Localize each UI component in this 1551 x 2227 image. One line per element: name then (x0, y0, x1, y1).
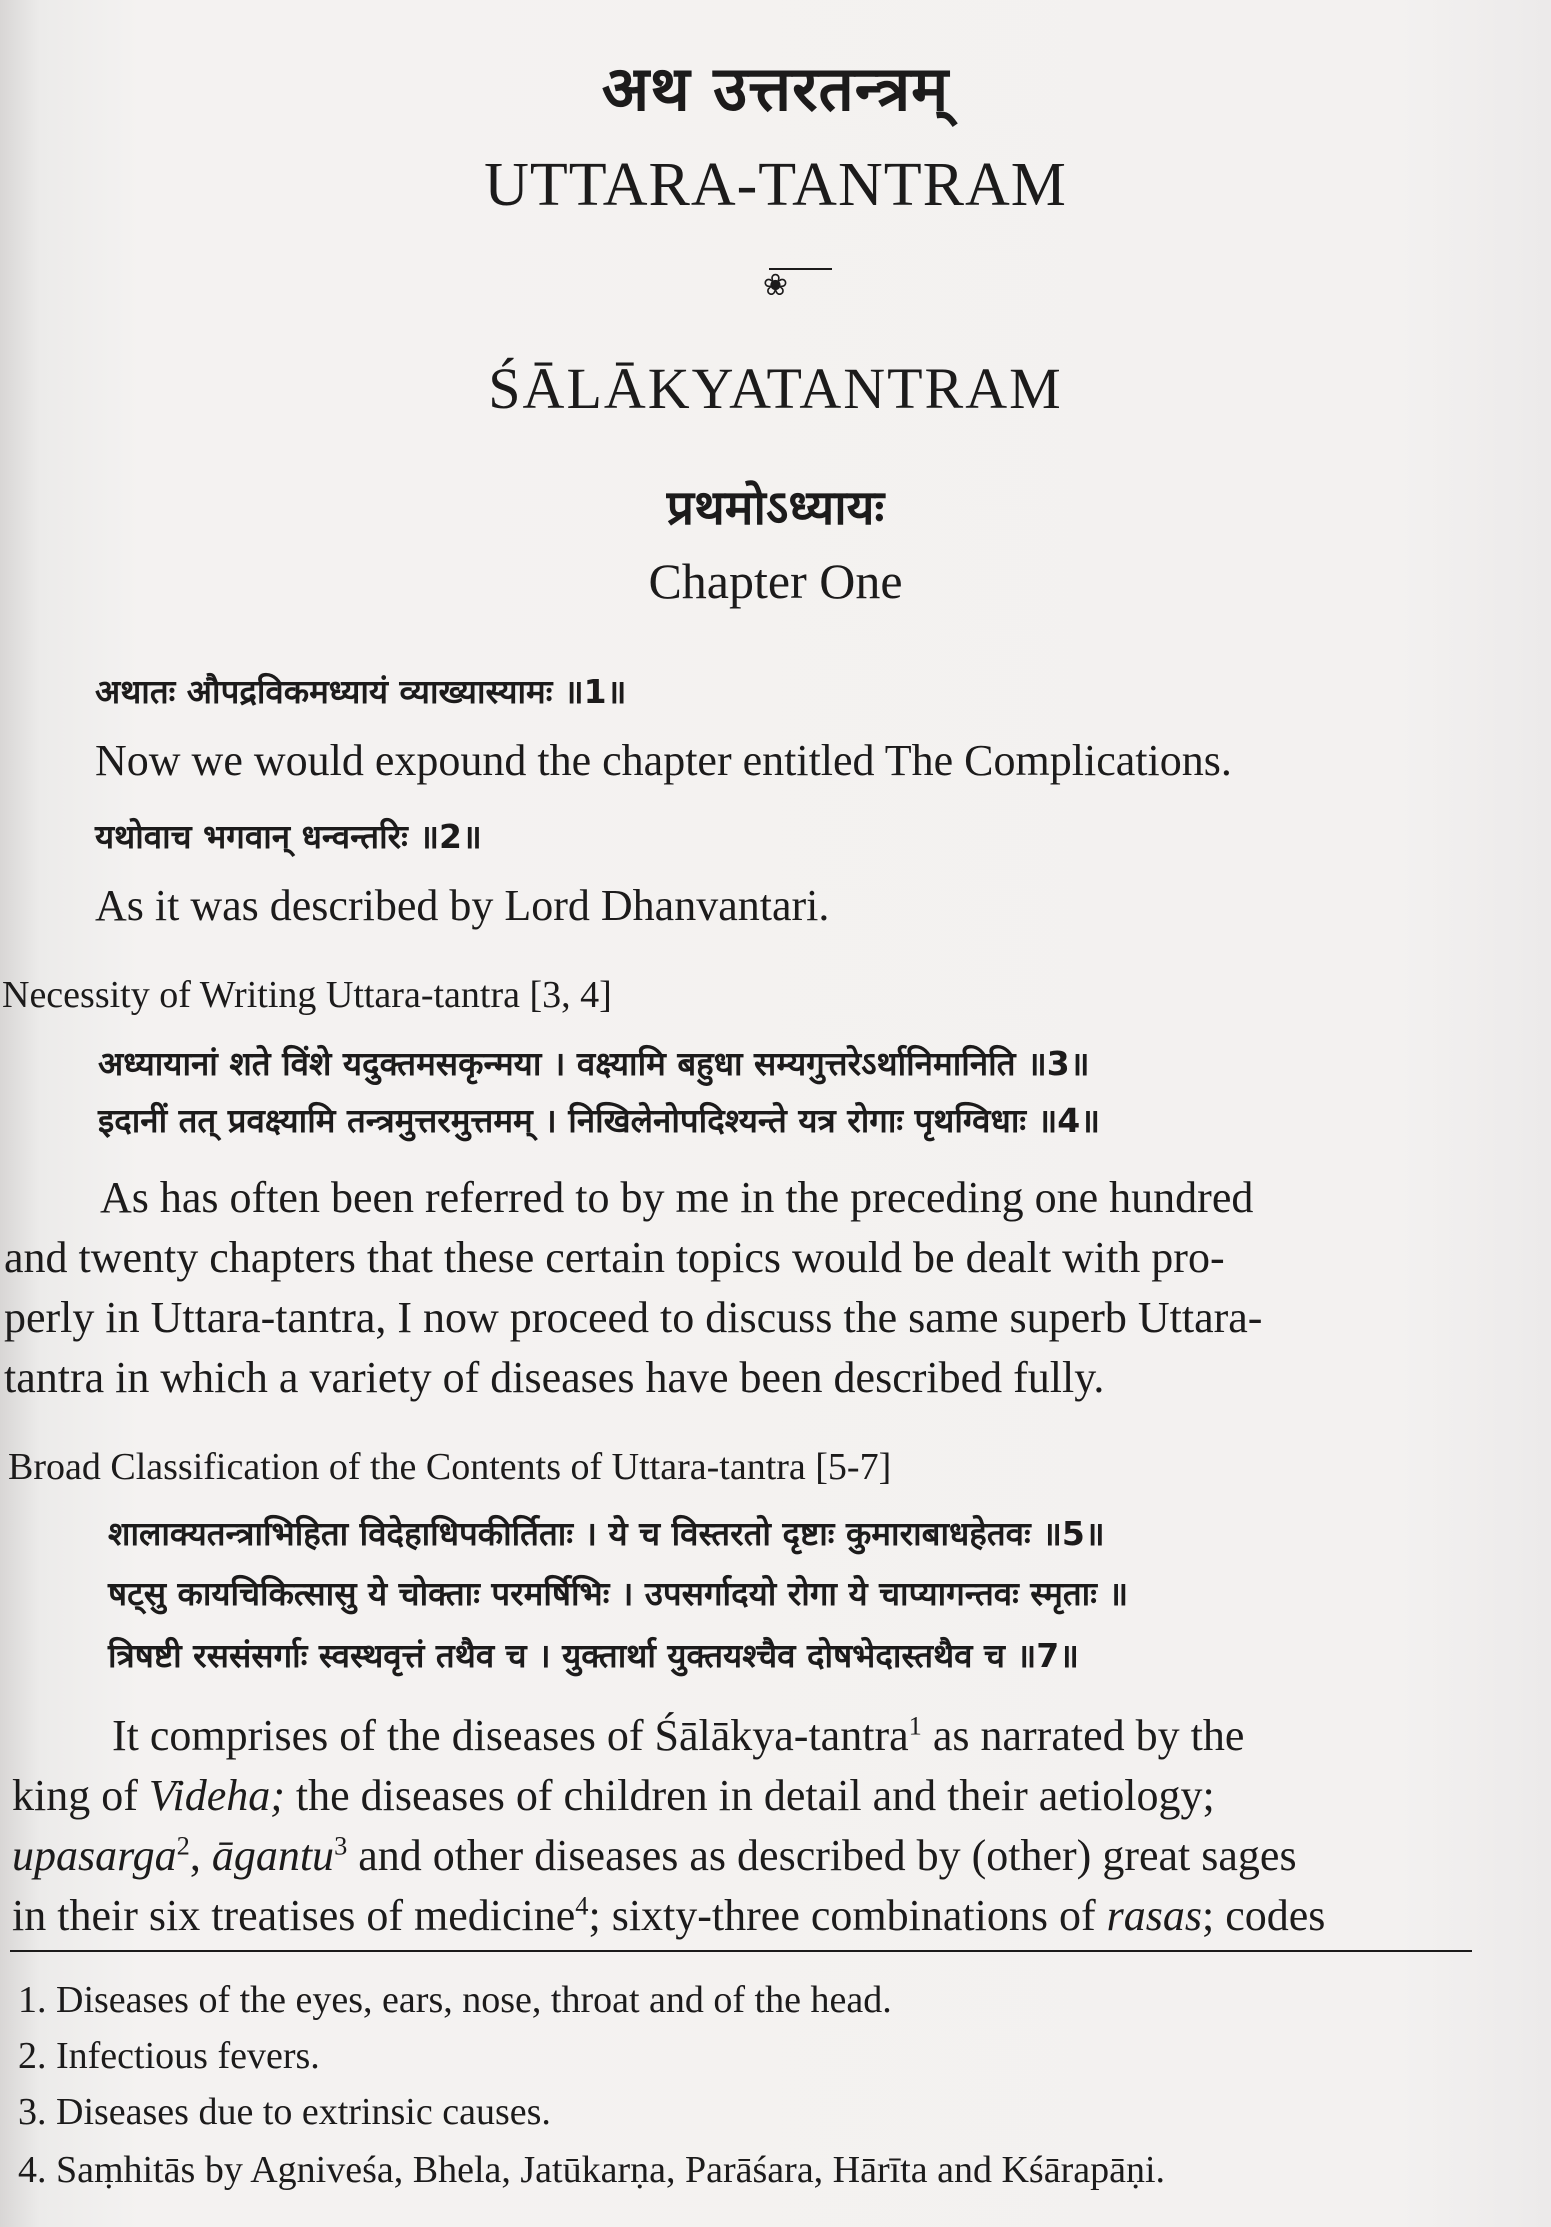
footnote-ref: 4 (575, 1890, 589, 1921)
verse-2: यथोवाच भगवान् धन्वन्तरिः ॥2॥ (95, 817, 482, 856)
footnote-ref: 1 (908, 1710, 922, 1741)
ornament (0, 268, 1551, 303)
title-english: UTTARA-TANTRAM (484, 151, 1067, 219)
paragraph-line: tantra in which a variety of diseases have been described fully. (4, 1353, 1105, 1402)
verse-4: इदानीं तत् प्रवक्ष्यामि तन्त्रमुत्तरमुत्तमम् । निखिलेनोपदिश्यन्ते यत्र रोगाः पृथग्विधाः ॥4॥ (98, 1101, 1101, 1140)
footnote-divider (10, 1950, 1472, 1952)
verse-5: शालाक्यतन्त्राभिहिता विदेहाधिपकीर्तिताः । ये च विस्तरतो दृष्टाः कुमाराबाधहेतवः ॥5॥ (108, 1514, 1105, 1553)
text-run: as narrated by the (921, 1711, 1245, 1760)
verse-3: अध्यायानां शते विंशे यदुक्तमसकृन्मया । वक्ष्यामि बहुधा सम्यगुत्तरेऽर्थानिमानिति ॥3॥ (98, 1044, 1090, 1083)
paragraph-line: and twenty chapters that these certain topics would be dealt with pro- (4, 1233, 1225, 1282)
text-run: It comprises of the diseases of Śālākya-tantra (112, 1711, 909, 1760)
footnote-1: 1. Diseases of the eyes, ears, nose, throat and of the head. (18, 1979, 892, 2021)
text-run: , (189, 1831, 212, 1880)
ornament-rule-right (794, 268, 832, 270)
paragraph-line (12, 1890, 1325, 1941)
text-run: and other diseases as described by (other) great sages (347, 1831, 1297, 1880)
footnote-ref: 3 (334, 1830, 348, 1861)
section-title: ŚĀLĀKYATANTRAM (488, 356, 1063, 421)
footnote-4: 4. Saṃhitās by Agniveśa, Bhela, Jatūkarṇa, Parāśara, Hārīta and Kśārapāṇi. (18, 2149, 1166, 2191)
text-run: king of (12, 1771, 149, 1820)
flower-icon: ❀ (762, 268, 789, 303)
title-devanagari: अथ उत्तरतन्त्रम् (601, 52, 950, 125)
italic-term: rasas (1106, 1891, 1202, 1940)
paragraph-line (12, 1770, 1215, 1821)
paragraph-line: perly in Uttara-tantra, I now proceed to discuss the same superb Uttara- (4, 1293, 1263, 1342)
verse-7: त्रिषष्टी रससंसर्गाः स्वस्थवृत्तं तथैव च । युक्तार्था युक्तयश्चैव दोषभेदास्तथैव च ॥7॥ (108, 1636, 1079, 1675)
text-run: in their six treatises of medicine (12, 1891, 576, 1940)
section-heading-2: Broad Classification of the Contents of Uttara-tantra [5-7] (8, 1446, 892, 1488)
text-run: the diseases of children in detail and their aetiology; (284, 1771, 1215, 1820)
text-run: ; codes (1201, 1891, 1326, 1940)
italic-term: upasarga (12, 1831, 177, 1880)
italic-term: Videha; (148, 1771, 285, 1820)
italic-term: āgantu (211, 1831, 335, 1880)
chapter-title-devanagari: प्रथमोऽध्यायः (666, 480, 885, 536)
chapter-title-english: Chapter One (648, 553, 903, 609)
footnote-3: 3. Diseases due to extrinsic causes. (18, 2091, 551, 2133)
footnote-ref: 2 (176, 1830, 190, 1861)
verse-6: षट्सु कायचिकित्सासु ये चोक्ताः परमर्षिभिः । उपसर्गादयो रोगा ये चाप्यागन्तवः स्मृताः ॥ (108, 1574, 1129, 1613)
paragraph-line (112, 1710, 1244, 1761)
footnote-2: 2. Infectious fevers. (18, 2035, 320, 2077)
verse-1: अथातः औपद्रविकमध्यायं व्याख्यास्यामः ॥1॥ (95, 672, 627, 711)
translation-2: As it was described by Lord Dhanvantari. (95, 881, 830, 930)
paragraph-line (12, 1830, 1297, 1881)
paragraph-line: As has often been referred to by me in the preceding one hundred (100, 1173, 1254, 1222)
section-heading-1: Necessity of Writing Uttara-tantra [3, 4] (2, 974, 612, 1016)
text-run: ; sixty-three combinations of (588, 1891, 1107, 1940)
translation-1: Now we would expound the chapter entitled The Complications. (95, 736, 1232, 785)
